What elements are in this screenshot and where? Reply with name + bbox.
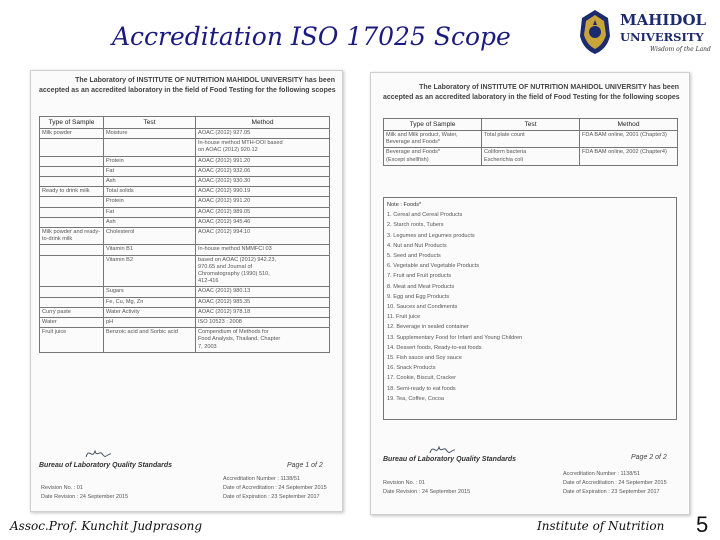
cell-sample: Ready to drink milk <box>40 187 104 197</box>
cell-sample-line: (Except shellfish) <box>386 156 429 163</box>
cell-test: Vitamin B2 <box>104 255 196 287</box>
cell-test-line: Escherichia coli <box>484 156 523 163</box>
table-row <box>40 287 330 297</box>
cell-method <box>196 156 330 166</box>
slide-number: 5 <box>696 512 709 537</box>
cell-sample <box>40 245 104 255</box>
cell-method-line: AOAC (2012) 985.35 <box>198 298 251 305</box>
cell-method <box>196 318 330 328</box>
cell-method <box>196 166 330 176</box>
cell-method <box>196 307 330 317</box>
logo-tagline: Wisdom of the Land <box>650 46 711 53</box>
table-row <box>40 166 330 176</box>
cell-test: Protein <box>104 156 196 166</box>
cell-method <box>580 148 678 165</box>
doc1-intro-line2: accepted as an accredited laboratory in the field of Food Testing for the following scopes <box>39 87 336 94</box>
doc1-intro-line1: The Laboratory of INSTITUTE OF NUTRITION MAHIDOL UNIVERSITY has been <box>75 77 335 84</box>
table-header-row <box>384 119 678 131</box>
table-row <box>384 131 678 148</box>
doc2-date-accreditation: Date of Accreditation : 24 September 2015 <box>563 480 667 486</box>
cell-sample-line: Beverage and Foods* <box>386 149 441 156</box>
doc2-date-revision: Date Revision : 24 September 2015 <box>383 489 471 495</box>
cell-test: Vitamin B1 <box>104 245 196 255</box>
notes-heading: Note : Foods* <box>387 202 422 208</box>
list-item: 1. Cereal and Cereal Products <box>387 212 463 219</box>
cell-method <box>196 328 330 353</box>
col-method: Method <box>580 119 678 131</box>
logo-subtitle: UNIVERSITY <box>620 30 704 44</box>
list-item: 13. Supplementary Food for Infant and Young Children <box>387 334 523 341</box>
cell-sample <box>40 197 104 207</box>
cell-method-line: based on AOAC (2012) 942.23, <box>198 256 277 263</box>
cell-method-line: FDA BAM online, 2002 (Chapter4) <box>582 149 667 156</box>
cell-test: Protein <box>104 197 196 207</box>
list-item: 14. Dessert foods, Ready-to-eat foods <box>387 344 482 351</box>
col-type-of-sample: Type of Sample <box>384 119 482 131</box>
cell-test: Ash <box>104 177 196 187</box>
list-item: 12. Beverage in sealed container <box>387 324 469 331</box>
cell-method <box>196 139 330 156</box>
cell-test-line: Coliform bacteria <box>484 149 527 156</box>
doc1-date-expiration: Date of Expiration : 23 September 2017 <box>223 494 320 500</box>
table-row <box>40 129 330 139</box>
list-item: 5. Seed and Products <box>387 253 441 260</box>
cell-method-line: AOAC (2012) 994.10 <box>198 229 251 236</box>
list-item: 18. Semi-ready to eat foods <box>387 385 456 392</box>
cell-method-line: AOAC (2012) 927.05 <box>198 130 251 136</box>
mahidol-seal-icon <box>574 8 616 56</box>
author-name: Assoc.Prof. Kunchit Judprasong <box>10 519 203 533</box>
cell-method-line: Chromatography (1990) 510, <box>198 271 270 278</box>
table-row <box>40 187 330 197</box>
table-row <box>40 255 330 287</box>
list-item: 8. Meat and Meat Products <box>387 283 455 290</box>
cell-method <box>196 207 330 217</box>
cell-method-line: AOAC (2012) 978.18 <box>198 308 251 315</box>
cell-test: Sugars <box>104 287 196 297</box>
list-item: 17. Cookie, Biscuit, Cracker <box>387 375 457 382</box>
cell-method-line: ISO 10523 : 2008 <box>198 319 242 326</box>
list-item: 9. Egg and Egg Products <box>387 293 450 300</box>
cell-test-line: Total plate count <box>484 132 525 138</box>
cell-method-line: 970.65 and Journal of <box>198 263 253 270</box>
list-item: 2. Starch roots, Tubers <box>387 222 444 229</box>
accreditation-page-1 <box>30 70 343 512</box>
col-method: Method <box>196 117 330 129</box>
table-row <box>40 328 330 353</box>
list-item: 11. Fruit juice <box>387 314 421 321</box>
doc2-revision: Revision No. : 01 <box>383 480 425 486</box>
doc2-food-notes <box>383 197 677 420</box>
cell-sample: Milk powder and ready-to-drink milk <box>40 228 104 245</box>
cell-method-line: AOAC (2012) 932.06 <box>198 167 251 174</box>
cell-method <box>580 131 678 148</box>
list-item: 19. Tea, Coffee, Cocoa <box>387 395 445 402</box>
table-row <box>40 318 330 328</box>
cell-method-line: Compendium of Methods for <box>198 329 269 336</box>
cell-test: Benzoic acid and Sorbic acid <box>104 328 196 353</box>
institute-name: Institute of Nutrition <box>537 519 665 533</box>
col-test: Test <box>482 119 580 131</box>
col-test: Test <box>104 117 196 129</box>
slide-title: Accreditation ISO 17025 Scope <box>112 22 511 51</box>
cell-method-line: AOAC (2012) 989.05 <box>198 208 251 215</box>
cell-method-line: 412-416 <box>198 278 219 285</box>
cell-sample <box>384 131 482 148</box>
cell-test: Moisture <box>104 129 196 139</box>
cell-test <box>482 148 580 165</box>
cell-test: Cholesterol <box>104 228 196 245</box>
col-type-of-sample: Type of Sample <box>40 117 104 129</box>
doc2-intro-line2: accepted as an accredited laboratory in the field of Food Testing for the following scopes <box>383 94 680 101</box>
cell-method <box>196 217 330 227</box>
cell-method <box>196 177 330 187</box>
doc1-date-revision: Date Revision : 24 September 2015 <box>41 494 129 500</box>
list-item: 15. Fish sauce and Soy sauce <box>387 355 462 362</box>
cell-method <box>196 255 330 287</box>
cell-method-line: AOAC (2012) 991.20 <box>198 198 251 205</box>
cell-sample-line: Milk and Milk product, Water, <box>386 132 458 138</box>
table-row <box>40 297 330 307</box>
table-row <box>40 139 330 156</box>
cell-sample <box>40 156 104 166</box>
cell-method <box>196 245 330 255</box>
doc2-scope-table <box>383 118 678 166</box>
cell-test: Water Activity <box>104 307 196 317</box>
cell-sample-line: Beverage and Foods* <box>386 139 441 146</box>
table-header-row <box>40 117 330 129</box>
doc2-intro-line1: The Laboratory of INSTITUTE OF NUTRITION MAHIDOL UNIVERSITY has been <box>419 84 679 91</box>
cell-sample <box>40 207 104 217</box>
cell-method-line: AOAC (2012) 930.30 <box>198 178 251 185</box>
doc2-page-number: Page 2 of 2 <box>631 454 667 461</box>
cell-method-line: AOAC (2012) 945.46 <box>198 218 251 225</box>
cell-sample <box>40 177 104 187</box>
cell-test: Fat <box>104 207 196 217</box>
table-row <box>40 217 330 227</box>
cell-sample <box>40 287 104 297</box>
doc2-date-expiration: Date of Expiration : 23 September 2017 <box>563 489 660 495</box>
cell-method-line: on AOAC (2012) 920.12 <box>198 147 258 154</box>
list-item: 7. Fruit and Fruit products <box>387 273 452 280</box>
doc1-date-accreditation: Date of Accreditation : 24 September 2015 <box>223 485 327 491</box>
doc1-page-number: Page 1 of 2 <box>287 462 323 469</box>
cell-method <box>196 228 330 245</box>
cell-sample <box>40 166 104 176</box>
cell-sample <box>40 139 104 156</box>
table-row <box>40 197 330 207</box>
cell-method-line: AOAC (2012) 980.13 <box>198 288 251 295</box>
cell-sample <box>40 297 104 307</box>
table-row <box>40 207 330 217</box>
doc1-intro <box>39 76 335 96</box>
doc2-accreditation-number: Accreditation Number : 1138/51 <box>563 471 640 477</box>
accreditation-page-2 <box>370 72 690 515</box>
doc1-revision: Revision No. : 01 <box>41 485 83 491</box>
list-item: 16. Snack Products <box>387 365 436 372</box>
logo-name: MAHIDOL <box>620 11 707 29</box>
table-row <box>40 156 330 166</box>
table-row <box>40 228 330 245</box>
doc1-scope-table <box>39 116 330 353</box>
doc1-accreditation-number: Accreditation Number : 1138/51 <box>223 476 300 482</box>
cell-test <box>482 131 580 148</box>
cell-method <box>196 187 330 197</box>
signature-icon <box>83 445 113 463</box>
cell-method-line: Food Analysis, Thailand, Chapter <box>198 336 281 343</box>
cell-method <box>196 197 330 207</box>
cell-sample: Water <box>40 318 104 328</box>
cell-test: Total solids <box>104 187 196 197</box>
table-row <box>384 148 678 165</box>
cell-sample <box>40 217 104 227</box>
cell-sample: Milk powder <box>40 129 104 139</box>
table-row <box>40 307 330 317</box>
table-row <box>40 245 330 255</box>
table-row <box>40 177 330 187</box>
cell-method-line: AOAC (2012) 990.19 <box>198 188 251 195</box>
cell-sample <box>40 255 104 287</box>
mahidol-logo <box>574 8 716 58</box>
list-item: 6. Vegetable and Vegetable Products <box>387 263 480 270</box>
doc1-bureau: Bureau of Laboratory Quality Standards <box>39 462 173 469</box>
cell-method <box>196 129 330 139</box>
list-item: 10. Sauces and Condiments <box>387 304 458 311</box>
cell-sample: Fruit juice <box>40 328 104 353</box>
cell-method-line: 7, 2003 <box>198 343 217 350</box>
doc2-intro <box>383 83 679 103</box>
cell-test: Fe, Cu, Mg, Zn <box>104 297 196 307</box>
cell-sample <box>384 148 482 165</box>
cell-test <box>104 139 196 156</box>
cell-method-line: FDA BAM online, 2001 (Chapter3) <box>582 132 667 138</box>
cell-method-line: In-house method MTH-OOI based <box>198 140 283 147</box>
cell-method-line: AOAC (2012) 991.20 <box>198 157 251 164</box>
doc2-bureau: Bureau of Laboratory Quality Standards <box>383 456 517 463</box>
cell-method-line: In-house method NMMFCI 03 <box>198 246 272 253</box>
list-item: 4. Nut and Nut Products <box>387 242 447 249</box>
list-item: 3. Legumes and Legumes products <box>387 232 475 239</box>
cell-test: pH <box>104 318 196 328</box>
cell-method <box>196 287 330 297</box>
cell-test: Ash <box>104 217 196 227</box>
cell-method <box>196 297 330 307</box>
cell-test: Fat <box>104 166 196 176</box>
cell-sample: Curry paste <box>40 307 104 317</box>
